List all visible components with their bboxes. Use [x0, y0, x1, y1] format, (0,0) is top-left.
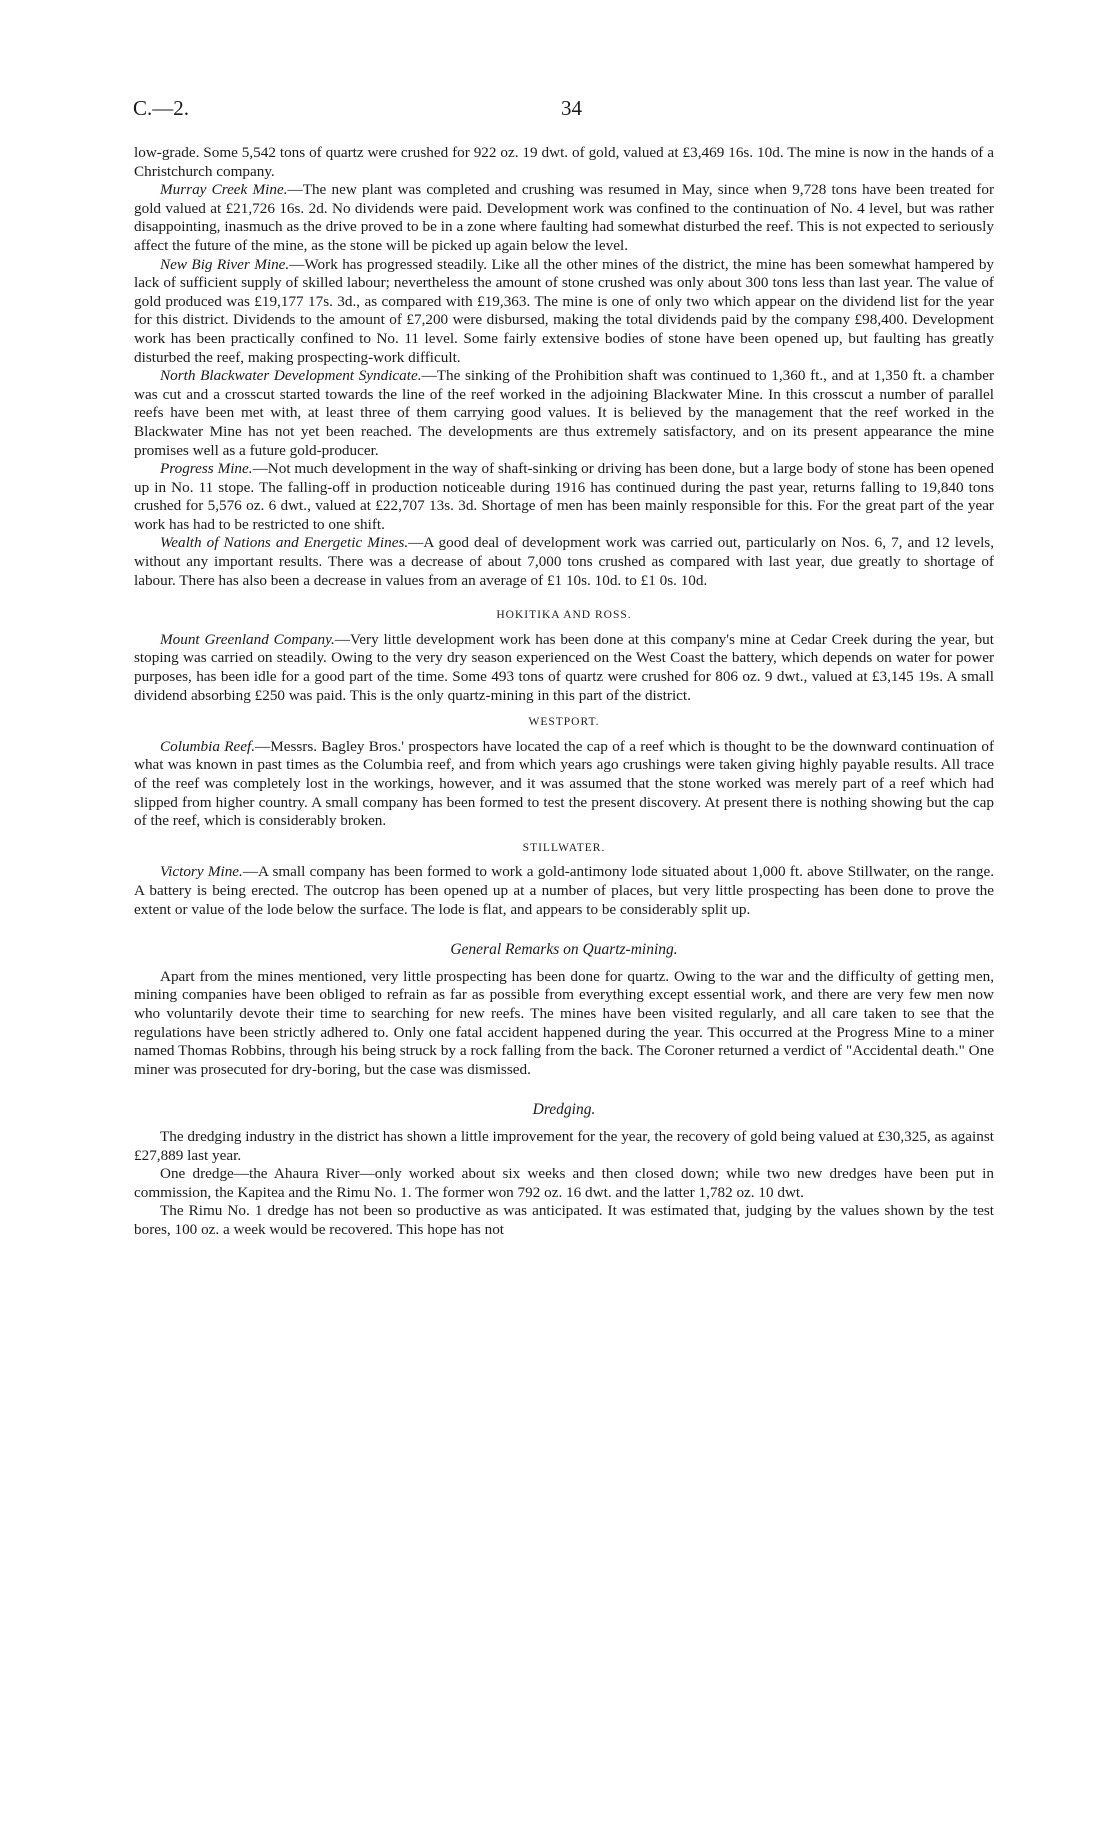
paragraph-continuation: low-grade. Some 5,542 tons of quartz were crushed for 922 oz. 19 dwt. of gold, valued at £3,469 16s. 10d. The mine is now in the hands of a Christchurch company. [134, 144, 994, 180]
paragraph-dredging-3: The Rimu No. 1 dredge has not been so productive as was anticipated. It was estimated that, judging by the values shown by the test bores, 100 oz. a week would be recovered. This hope has not [134, 1202, 994, 1238]
paragraph-text: —Work has progressed steadily. Like all the other mines of the district, the mine has been somewhat hampered by lack of sufficient supply of skilled labour; nevertheless the amount of stone crushed was only about 300 tons less than last year. The value of gold produced was £19,177 17s. 3d., as compared with £19,363. The mine is one of only two which appear on the dividend list for the year for this district. Dividends to the amount of £7,200 were disbursed, making the total dividends paid by the company £98,400. Development work has been practically confined to No. 11 level. Some fairly extensive bodies of stone have been opened up, but faulting has greatly disturbed the reef, making prospecting-work difficult. [134, 255, 995, 366]
paragraph-text: —The sinking of the Prohibition shaft was continued to 1,360 ft., and at 1,350 ft. a chamber was cut and a crosscut started towards the line of the reef worked in the adjoining Blackwater Mine. In this crosscut a number of parallel reefs have been met with, at least three of them carrying good values. It is believed by the management that the reef worked in the Blackwater Mine has not yet been reached. The developments are thus extremely satisfactory, and on its present appearance the mine promises well as a future gold-producer. [134, 367, 994, 459]
mine-title: Columbia Reef. [160, 737, 256, 755]
document-code: C.—2. [133, 96, 190, 120]
paragraph-text: —A good deal of development work was carried out, particularly on Nos. 6, 7, and 12 levels, without any important results. There was a decrease of about 7,000 tons crushed as compared with last year, due greatly to shortage of labour. There has also been a decrease in values from an average of £1 10s. 10d. to £1 0s. 10d. [134, 534, 994, 589]
mine-title: Murray Creek Mine. [160, 181, 288, 199]
page-header [133, 96, 993, 126]
paragraph-mount-greenland [134, 631, 994, 705]
paragraph-text: —Not much development in the way of shaft-sinking or driving has been done, but a large body of stone has been opened up in No. 11 stope. The falling-off in production noticeable during 1916 has continued during the past year, returns falling to 19,840 tons crushed for 5,576 oz. 6 dwt., valued at £22,707 13s. 3d. Shortage of men has been mainly responsible for this. For the great part of the year work has had to be restricted to one shift. [134, 460, 994, 533]
mine-title: North Blackwater Development Syndicate. [160, 367, 422, 385]
paragraph-general-remarks: Apart from the mines mentioned, very little prospecting has been done for quartz. Owing to the war and the difficulty of getting men, mining companies have been obliged to refrain as far as possible from everything except essential work, and there are very few men now who voluntarily devote their time to searching for new reefs. The mines have been visited regularly, and all care taken to see that the regulations have been strictly adhered to. Only one fatal accident happened during the year. This occurred at the Progress Mine to a miner named Thomas Robbins, through his being struck by a rock falling from the back. The Coroner returned a verdict of "Accidental death." One miner was prosecuted for dry-boring, but the case was dismissed. [134, 967, 994, 1078]
district-heading-westport: WESTPORT. [528, 716, 600, 729]
page-number: 34 [561, 96, 582, 120]
paragraph-text: —The new plant was completed and crushing was resumed in May, since when 9,728 tons have been treated for gold valued at £21,726 16s. 2d. No dividends were paid. Development work was confined to the continuation of No. 4 level, but was rather disappointing, inasmuch as the drive proved to be in a zone where faulting had somewhat disturbed the reef. This is not expected to seriously affect the future of the mine, as the stone will be picked up again below the level. [134, 181, 995, 254]
paragraph-text: —Messrs. Bagley Bros.' prospectors have located the cap of a reef which is thought to be the downward continuation of what was known in past times as the Columbia reef, and from which years ago crushings were taken giving highly payable results. All trace of the reef was completely lost in the workings, however, and it was assumed that the stone worked was merely part of a reef which had slipped from higher country. A small company has been formed to test the present discovery. At present there is nothing showing but the cap of the reef, which is considerably broken. [134, 737, 994, 830]
paragraph-progress-mine [134, 460, 994, 534]
district-heading-hokitika: HOKITIKA AND ROSS. [496, 609, 632, 622]
mine-title: New Big River Mine. [160, 255, 290, 273]
mine-title: Progress Mine. [160, 460, 253, 478]
section-heading-dredging: Dredging. [532, 1101, 596, 1119]
document-body [134, 144, 994, 1239]
paragraph-columbia-reef [134, 738, 994, 831]
paragraph-wealth-of-nations [134, 534, 994, 590]
paragraph-dredging-2: One dredge—the Ahaura River—only worked about six weeks and then closed down; while two new dredges have been put in commission, the Kapitea and the Rimu No. 1. The former won 792 oz. 16 dwt. and the latter 1,782 oz. 10 dwt. [134, 1165, 994, 1201]
district-heading-stillwater: STILLWATER. [522, 841, 606, 854]
paragraph-murray-creek [134, 181, 994, 255]
paragraph-text: —A small company has been formed to work a gold-antimony lode situated about 1,000 ft. above Stillwater, on the range. A battery is being erected. The outcrop has been opened up at a number of places, but very little prospecting has been done to prove the extent or value of the lode below the surface. The lode is flat, and appears to be considerably split up. [134, 863, 995, 918]
section-heading-general-remarks: General Remarks on Quartz-mining. [450, 941, 678, 959]
mine-title: Mount Greenland Company. [160, 630, 335, 648]
paragraph-text: —Very little development work has been done at this company's mine at Cedar Creek during the year, but stoping was carried on steadily. Owing to the very dry season experienced on the West Coast the battery, which depends on water for power purposes, has been idle for a good part of the time. Some 493 tons of quartz were crushed for 806 oz. 9 dwt., valued at £3,145 19s. A small dividend absorbing £250 was paid. This is the only quartz-mining in this part of the district. [134, 630, 994, 704]
paragraph-north-blackwater [134, 367, 994, 460]
paragraph-victory-mine [134, 863, 994, 919]
paragraph-dredging-1: The dredging industry in the district has shown a little improvement for the year, the recovery of gold being valued at £30,325, as against £27,889 last year. [134, 1127, 994, 1164]
mine-title: Wealth of Nations and Energetic Mines. [160, 534, 409, 552]
mine-title: Victory Mine. [160, 863, 243, 881]
paragraph-new-big-river [134, 256, 994, 368]
